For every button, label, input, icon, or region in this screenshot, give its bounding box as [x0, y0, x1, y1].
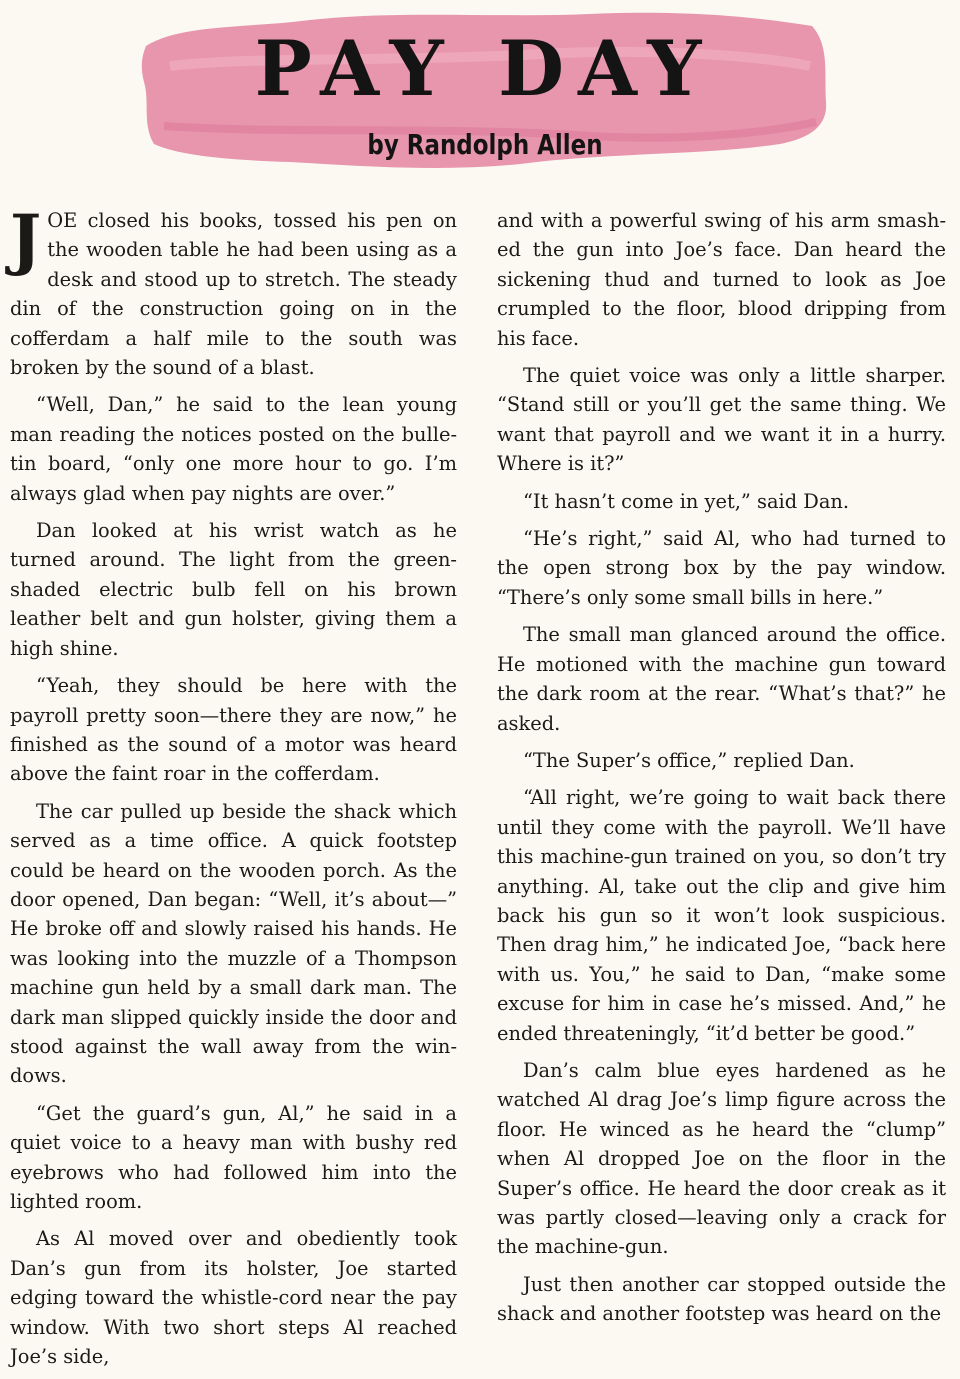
paragraph: The small man glanced around the office. He motioned with the machine gun toward the dark room at the rear. “What’s that?” he asked.	[497, 623, 946, 735]
title-banner	[140, 6, 830, 174]
paragraph: “Get the guard’s gun, Al,” he said in a quiet voice to a heavy man with bushy red eyebrows who had followed him into the lighted room.	[10, 1101, 457, 1213]
paragraph: “It hasn’t come in yet,” said Dan.	[523, 489, 850, 513]
paragraph: “Yeah, they should be here with the payroll pretty soon—there they are now,” he finished as the sound of a motor was heard above the faint roar in the cofferdam.	[10, 674, 457, 786]
paragraph: “The Super’s office,” replied Dan.	[523, 748, 855, 772]
paragraph: “Well, Dan,” he said to the lean young man reading the notices posted on the bulletin board, “only one more hour to go. I’m always glad when pay nights are over.”	[10, 393, 457, 505]
paragraph: and with a powerful swing of his arm smashed the gun into Joe’s face. Dan heard the sickening thud and turned to look as Joe crumpled to the floor, blood dripping from his face.	[497, 209, 946, 350]
story-title: PAY DAY	[254, 24, 716, 113]
paragraph: Just then another car stopped outside the shack and another footstep was heard on the	[497, 1272, 946, 1326]
paragraph: Dan looked at his wrist watch as he turned around. The light from the green-shaded electric bulb fell on his brown leather belt and gun holster, giving them a high shine.	[10, 519, 457, 660]
drop-cap: J	[10, 200, 42, 278]
right-column	[497, 206, 946, 1337]
paragraph: Dan’s calm blue eyes hardened as he watched Al drag Joe’s limp figure across the floor. He winced as he heard the “clump” when Al dropped Joe on the floor in the Super’s office. He heard the door creak as it was partly closed—leaving only a crack for the machine-gun.	[497, 1058, 946, 1259]
left-column	[10, 200, 457, 1379]
paragraph-text: OE closed his books, tossed his pen on the wooden table he had been using as a desk and stood up to stretch. The steady din of the construction going on in the cofferdam a half mile to the south was broken by the sound of a blast.	[10, 209, 457, 380]
paragraph: As Al moved over and obediently took Dan’s gun from its holster, Joe started edging toward the whistle-cord near the pay window. With two short steps Al reached Joe’s side,	[10, 1227, 457, 1369]
paragraph	[10, 200, 457, 382]
paragraph: “All right, we’re going to wait back there until they come with the payroll. We’ll have this machine-gun trained on you, so don’t try anything. Al, take out the clip and give him back his gun so it won’t look suspicious. Then drag him,” he indicated Joe, “back here with us. You,” he said to Dan, “make some excuse for him in case he’s missed. And,” he ended threateningly, “it’d better be good.”	[497, 786, 946, 1045]
paragraph: “He’s right,” said Al, who had turned to the open strong box by the pay window. “There’s only some small bills in here.”	[497, 527, 946, 609]
story-byline: by Randolph Allen	[367, 128, 603, 161]
paragraph: The car pulled up beside the shack which served as a time office. A quick footstep could be heard on the wooden porch. As the door opened, Dan began: “Well, it’s about—” He broke off and slowly raised his hands. He was looking into the muzzle of a Thompson machine gun held by a small dark man. The dark man slipped quickly inside the door and stood against the wall away from the windows.	[10, 799, 457, 1088]
paragraph: The quiet voice was only a little sharper. “Stand still or you’ll get the same thing. We want that payroll and we want it in a hurry. Where is it?”	[497, 364, 946, 476]
